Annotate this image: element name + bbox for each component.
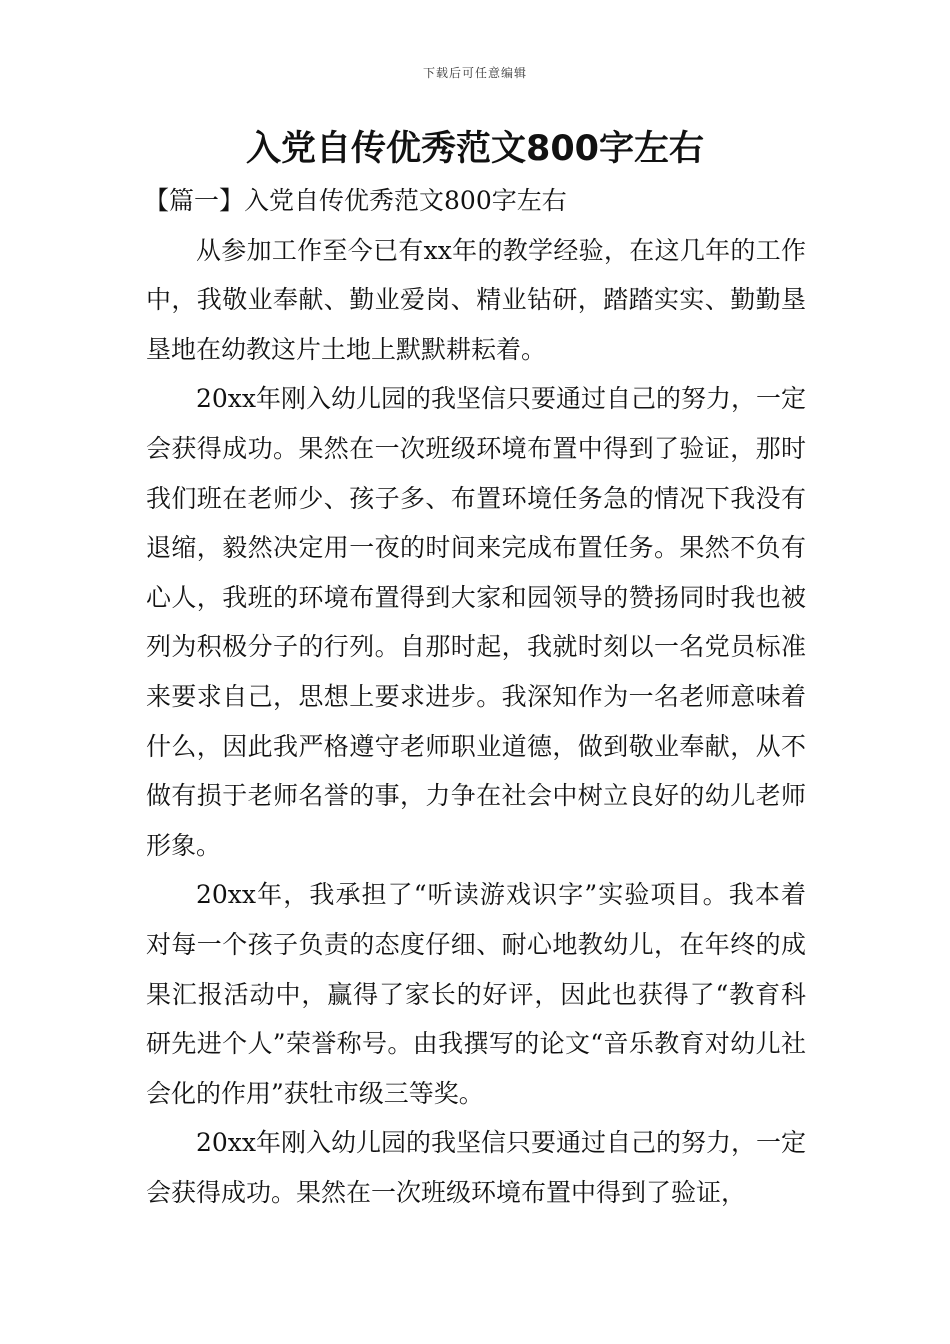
header-note: 下载后可任意编辑	[422, 66, 527, 80]
paragraph-3: 20xx年，我承担了“听读游戏识字”实验项目。我本着对每一个孩子负责的态度仔细、耐心地教幼儿，在年终的成果汇报活动中，赢得了家长的好评，因此也获得了“教育科研先进个人”荣誉称号。由我撰写的论文“音乐教育对幼儿社会化的作用”获牡市级三等奖。	[146, 880, 806, 1108]
document-body	[146, 176, 806, 1217]
paragraph-4: 20xx年刚入幼儿园的我坚信只要通过自己的努力，一定会获得成功。果然在一次班级环境布置中得到了验证，	[146, 1128, 807, 1207]
paragraph-1: 从参加工作至今已有xx年的教学经验，在这几年的工作中，我敬业奉献、勤业爱岗、精业钻研，踏踏实实、勤勤垦垦地在幼教这片土地上默默耕耘着。	[146, 235, 806, 364]
document-title: 入党自传优秀范文800字左右	[245, 129, 705, 169]
paragraph-2: 20xx年刚入幼儿园的我坚信只要通过自己的努力，一定会获得成功。果然在一次班级环境布置中得到了验证，那时我们班在老师少、孩子多、布置环境任务急的情况下我没有退缩，毅然决定用一夜的时间来完成布置任务。果然不负有心人，我班的环境布置得到大家和园领导的赞扬同时我也被列为积极分子的行列。自那时起，我就时刻以一名党员标准来要求自己，思想上要求进步。我深知作为一名老师意味着什么，因此我严格遵守老师职业道德，做到敬业奉献，从不做有损于老师名誉的事，力争在社会中树立良好的幼儿老师形象。	[146, 384, 807, 860]
section-heading: 【篇一】入党自传优秀范文800字左右	[144, 186, 567, 215]
